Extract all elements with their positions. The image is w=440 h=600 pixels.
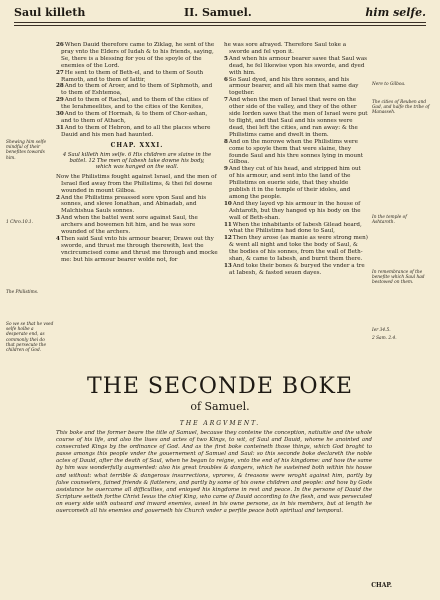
header-center: II. Samuel. [184,6,252,19]
header-right: him selfe. [365,6,426,19]
verse-number: 11 [224,221,232,228]
verse-number: 2 [56,194,60,201]
verse-text: He sent to them of Beth-el, and to them of South Ramoth, and to them of Iattir, [61,69,204,83]
verse-text: Now the Philistims fought against Israel, and the men of Israel fled away from the Philistims, & thei fel downe wounded in mount Gilboa. [56,173,217,194]
verse [56,236,218,264]
verse [224,77,368,98]
verse-number: 13 [224,263,232,269]
verse [56,215,218,236]
verse-number: 3 [56,215,60,222]
verse [224,235,368,263]
verse [56,42,218,70]
verse-number: 9 [224,166,228,173]
verse [224,263,368,277]
verse [56,83,218,97]
verse [224,201,368,222]
verse-number: 29 [56,97,64,104]
verse-number: 7 [224,97,228,104]
verse-text: Then said Saul vnto his armour bearer, Drawe out thy sworde, and thrust me through therewith, lest the vncircumcised come and thrust me through and mocke me: but his armour bearer wolde not, for [60,235,218,263]
running-header [14,6,426,20]
margin-note-right-5: Ier 34.5. [372,328,391,333]
book-subtitle: of Samuel. [190,400,250,413]
verse [224,139,368,167]
column-left [56,42,218,264]
header-left: Saul killeth [14,6,86,19]
verse [224,42,368,56]
catchword: CHAP. [371,582,392,589]
verse-text: When the inhabitants of Iabesh Gilead heard, what the Philistims had done to Saul, [229,221,362,235]
verse-text: he was sore afrayed. Therefore Saul toke a sworde and fel vpon it. [224,42,347,55]
verse-text: So Saul dyed, and his thre sonnes, and his armour bearer, and all his men that same day together. [228,76,359,97]
verse-text: Then they arose (as manie as were strong men) & went all night and toke the body of Saul, & the bodies of his sonnes, from the wall of Beth-shan, & came to Iabesh, and burnt them there. [229,235,368,263]
verse [224,222,368,236]
verse [224,97,368,138]
header-rule-top [14,22,426,23]
margin-note-left-1: Shewing him selfe mindful of their benefites towards him. [6,140,47,161]
verse-number: 12 [224,235,232,242]
verse [56,70,218,84]
column-right [224,42,368,277]
margin-note-right-6: 2 Sam. 2.4. [372,336,397,341]
book-title: THE SECONDE BOKE [87,374,353,399]
verse-text: And they layed vp his armour in the house of Ashtaroth, but they hanged vp his body on the wall of Beth-shan. [229,200,361,221]
verse-number: 8 [224,138,228,145]
verse-number: 31 [56,124,64,131]
verse [56,174,218,195]
margin-note-right-2: The cities of Reuben and Gad, and halfe the tribe of Manasseh. [372,100,430,116]
verse [224,166,368,201]
verse [224,56,368,77]
verse [56,111,218,125]
verse-text: When Dauid therefore came to Ziklag, he sent of the pray vnto the Elders of Iudah & to his friends, saying, Se, there is a blessing for you of the spoyle of the enemies of the Lord. [61,42,215,69]
margin-note-right-4: In remembrance of the benefite which Saul had bestowed on them. [372,270,425,286]
verse-number: 10 [224,200,232,207]
verse-text: And to them of Hebron, and to all the places where Dauid and his men had haunted. [61,124,211,138]
chapter-heading: CHAP. XXXI. [110,141,164,149]
chapter-summary: 4 Saul killeth him selfe. 6 His children are slaine in the battel. 12 The men of Iabesh take downe his body, which was hanged on the wall. [62,151,212,171]
verse-text: And when the men of Israel that were on the other side of the valley, and they of the other side Iorden sawe that the men of Israel were put to flight, and that Saul and his sonnes were dead, thei left the cities, and ran away: & the Philistims came and dwelt in them. [228,97,368,138]
verse [56,195,218,216]
verses-block-1 [56,42,218,139]
header-rule-bottom [14,25,426,26]
verse-number: 5 [224,55,228,62]
argument-heading: THE ARGVMENT. [179,420,261,427]
verse-text: And when the battel went sore against Saul, the archers and bowemen hit him, and he was sore wounded of the archers. [60,215,198,236]
margin-note-left-4: So we se that he vsed selfe holbe a desperate end, as commonly thei do that persecute the children of God. [6,322,54,354]
verse-number: 6 [224,76,228,83]
verse-number: 28 [56,83,64,90]
verse-text: And on the morowe when the Philistims were come to spoyle them that were slaine, they founde Saul and his thre sonnes lying in mount Gilboa. [228,138,363,166]
margin-note-left-3: The Philistims. [6,290,39,295]
verse-number: 26 [56,42,64,48]
verse-text: And they cut of his head, and stripped him out of his armour, and sent into the land of the Philistims on euerie side, that they shulde publish it in the temple of their idoles, and among the people. [228,166,361,200]
margin-note-right-3: In the temple of Ashtaroth. [372,215,407,226]
margin-note-right-1: Nere to Gilboa. [372,82,406,87]
verse-text: And to them of Aroer, and to them of Siphmoth, and to them of Eshtemoa, [61,83,213,97]
verses-block-3 [224,42,368,277]
verse-text: And the Philistims preassed sore vpon Saul and his sonnes, and slewe Ionathan, and Abinadab, and Malchishua Sauls sonnes. [60,194,207,215]
verse-number: 4 [56,235,60,242]
verse [56,125,218,139]
verse-number: 27 [56,69,64,76]
verse [56,97,218,111]
verse-text: And when his armour bearer sawe that Saul was dead, he fel likewise vpon his sworde, and dyed with him. [228,55,368,76]
verse-text: And to them of Rachal, and to them of the cities of the Ierahmeelites, and to the cities of the Kenites, [61,97,209,111]
verse-text: And to them of Hormah, & to them of Chor-ashan, and to them of Athach, [61,111,208,124]
verse-number: 30 [56,111,64,118]
argument-text: This boke and the former beare the title of Samuel, because they conteine the conception, natiuitie and the whole course of his life, and also the liues and actes of two Kings, to wit, of Saul and Dauid, whome he anointed and consecrated Kings by the ordinance of God. And as the first boke conteineth those things, which God broght to passe amongs this people vnder the gouernement of Samuel and Saul: so this seconde boke declareth the noble actes of Dauid, after the death of Saul, when he began to reigne, vnto the end of his kingdome: and how the same by him was wonderfully augmented: also his great troubles & dangers, which he susteined both within his house and without: what terrible & dangerous insurrections, vprores, & treasons were wroght against him, partly by false counselers, fained friends & flatterers, and partly by some of his owne children and people: and how by Gods assistance he ouercame all difficulties, and enioyed his kingdome in rest and peace. In the persone of Dauid the Scripture setteth forthe Christ Iesus the chief King, who came of Dauid according to the flesh, and was persecuted on euery side with outward and inward enemies, aswel in his owne persone, as in his members, but at length he ouercometh all his enemies and gouerneth his Church vnder a perfite peace both spiritual and temporal. [56,430,372,515]
verses-block-2 [56,174,218,264]
verse-text: And toke their bones & buryed the vnder a tre at Iabesh, & fasted seuen dayes. [229,263,365,276]
margin-note-left-2: 1 Chro.10.1. [6,220,34,225]
